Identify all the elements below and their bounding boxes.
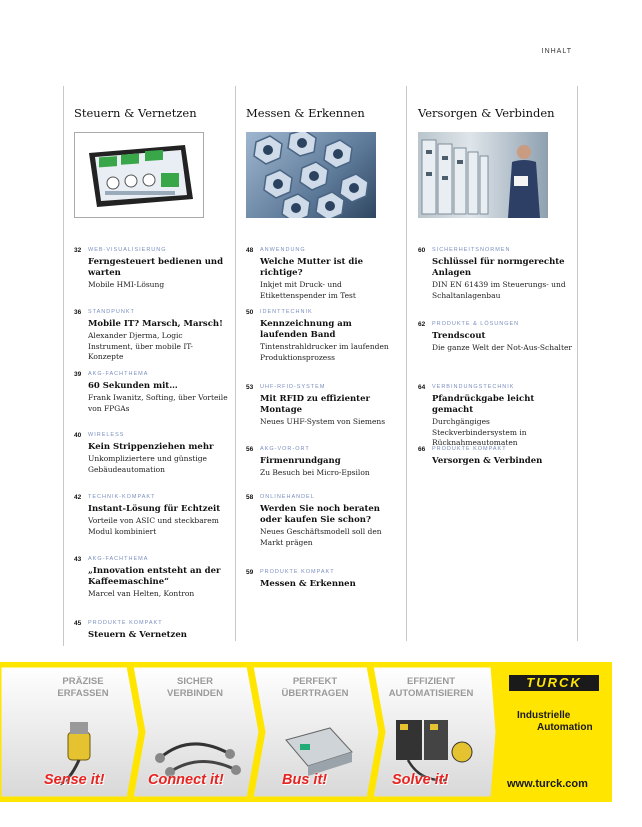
- entry-title: 60 Sekunden mit…: [88, 381, 178, 391]
- page-number: 53: [246, 384, 254, 391]
- entry-desc: Tintenstrahldrucker im laufenden Produktionsprozess: [260, 342, 389, 362]
- category-label: PRODUKTE KOMPAKT: [88, 620, 163, 626]
- page-number: 64: [418, 384, 426, 391]
- column-messen: [246, 106, 376, 218]
- entry-title: Schlüssel für normgerechte Anlagen: [432, 257, 565, 278]
- category-label: IDENTTECHNIK: [260, 309, 313, 315]
- category-label: VERBINDUNGSTECHNIK: [432, 384, 515, 390]
- entry-desc: Vorteile von ASIC und steckbarem Modul kombiniert: [88, 516, 219, 536]
- page-number: 66: [418, 446, 426, 453]
- page-number: 48: [246, 247, 254, 254]
- ad-slogan: Sense it!: [44, 772, 105, 788]
- column-divider: [63, 86, 64, 646]
- ad-slogan: Connect it!: [148, 772, 224, 788]
- column-steuern: [74, 106, 204, 218]
- turck-url-link[interactable]: www.turck.com: [507, 778, 588, 790]
- entry-desc: DIN EN 61439 im Steuerungs- und Schaltanlagenbau: [432, 280, 566, 300]
- category-label: AKG-FACHTHEMA: [88, 371, 149, 377]
- entry-title: Pfandrückgabe leicht gemacht: [432, 394, 535, 415]
- column-title: Versorgen & Verbinden: [418, 106, 555, 120]
- column-title: Messen & Erkennen: [246, 106, 365, 120]
- category-label: PRODUKTE KOMPAKT: [260, 569, 335, 575]
- category-label: AKG-FACHTHEMA: [88, 556, 149, 562]
- entry-title: Ferngesteuert bedienen und warten: [88, 257, 224, 278]
- category-label: SICHERHEITSNORMEN: [432, 247, 511, 253]
- category-label: PRODUKTE & LÖSUNGEN: [432, 321, 520, 327]
- ad-panel-label: SICHER VERBINDEN: [167, 676, 223, 699]
- page-number: 50: [246, 309, 254, 316]
- ad-slogan: Bus it!: [282, 772, 328, 788]
- column-divider: [235, 86, 236, 641]
- page-number: 43: [74, 556, 82, 563]
- entry-title: Firmenrundgang: [260, 456, 341, 466]
- page-number: 45: [74, 620, 82, 627]
- category-label: PRODUKTE KOMPAKT: [432, 446, 507, 452]
- nuts-image: [246, 132, 376, 218]
- entry-desc: Alexander Djerma, Logic Instrument, über mobile IT-Konzepte: [88, 331, 193, 361]
- entry-desc: Neues Geschäftsmodell soll den Markt prägen: [260, 527, 382, 547]
- page-number: 40: [74, 432, 82, 439]
- page-number: 32: [74, 247, 82, 254]
- entry-title: „Innovation entsteht an der Kaffeemaschine“: [88, 566, 221, 587]
- entry-title: Instant-Lösung für Echtzeit: [88, 504, 221, 514]
- ad-panel-label: EFFIZIENT AUTOMATISIEREN: [388, 676, 474, 699]
- entry-desc: Unkompliziertere und günstige Gebäudeautomation: [88, 454, 207, 474]
- column-divider: [577, 86, 578, 641]
- column-divider: [406, 86, 407, 641]
- turck-tagline-1: Industrielle: [517, 710, 571, 721]
- column-title: Steuern & Vernetzen: [74, 106, 197, 120]
- category-label: ONLINEHANDEL: [260, 494, 315, 500]
- column-versorgen: [418, 106, 555, 218]
- entry-title: Mobile IT? Marsch, Marsch!: [88, 319, 223, 329]
- page-number: 59: [246, 569, 254, 576]
- page-number: 58: [246, 494, 254, 501]
- turck-logo: TURCK: [509, 675, 599, 691]
- turck-brand-box: [497, 662, 612, 802]
- entry-desc: Durchgängiges Steckverbindersystem in Rücknahmeautomaten: [432, 417, 527, 447]
- page-number: 36: [74, 309, 82, 316]
- category-label: WEB-VISUALISIERUNG: [88, 247, 167, 253]
- category-label: WIRELESS: [88, 432, 125, 438]
- page-number: 56: [246, 446, 254, 453]
- category-label: AKG-VOR-ORT: [260, 446, 310, 452]
- section-label: INHALT: [541, 48, 572, 55]
- control-room-image: [418, 132, 548, 218]
- entry-desc: Mobile HMI-Lösung: [88, 280, 165, 289]
- entry-desc: Inkjet mit Druck- und Etikettenspender im Test: [260, 280, 356, 300]
- entry-title: Welche Mutter ist die richtige?: [260, 257, 363, 278]
- turck-tagline-2: Automation: [537, 722, 593, 733]
- entry-desc: Frank Iwanitz, Softing, über Vorteile von FPGAs: [88, 393, 228, 413]
- ad-panel-label: PRÄZISE ERFASSEN: [57, 676, 109, 699]
- ad-slogan: Solve it!: [392, 772, 449, 788]
- entry-title: Werden Sie noch beraten oder kaufen Sie schon?: [260, 504, 380, 525]
- entry-title: Mit RFID zu effizienter Montage: [260, 394, 370, 415]
- category-label: UHF-RFID-SYSTEM: [260, 384, 326, 390]
- category-label: ANWENDUNG: [260, 247, 306, 253]
- entry-desc: Die ganze Welt der Not-Aus-Schalter: [432, 343, 572, 352]
- page-number: 62: [418, 321, 426, 328]
- entry-title: Steuern & Vernetzen: [88, 630, 187, 640]
- page-number: 42: [74, 494, 82, 501]
- ad-panel-label: PERFEKT ÜBERTRAGEN: [281, 676, 349, 699]
- entry-title: Kennzeichnung am laufenden Band: [260, 319, 352, 340]
- category-label: TECHNIK-KOMPAKT: [88, 494, 156, 500]
- entry-title: Trendscout: [432, 331, 486, 341]
- entry-title: Kein Strippenziehen mehr: [88, 442, 214, 452]
- entry-title: Versorgen & Verbinden: [432, 456, 543, 466]
- turck-advertisement[interactable]: [0, 662, 642, 802]
- category-label: STANDPUNKT: [88, 309, 135, 315]
- entry-desc: Neues UHF-System von Siemens: [260, 417, 386, 426]
- page-number: 39: [74, 371, 82, 378]
- tablet-hmi-image: [74, 132, 204, 218]
- entry-desc: Marcel van Helten, Kontron: [88, 589, 195, 598]
- page-number: 60: [418, 247, 426, 254]
- entry-title: Messen & Erkennen: [260, 579, 356, 589]
- entry-desc: Zu Besuch bei Micro-Epsilon: [260, 468, 370, 477]
